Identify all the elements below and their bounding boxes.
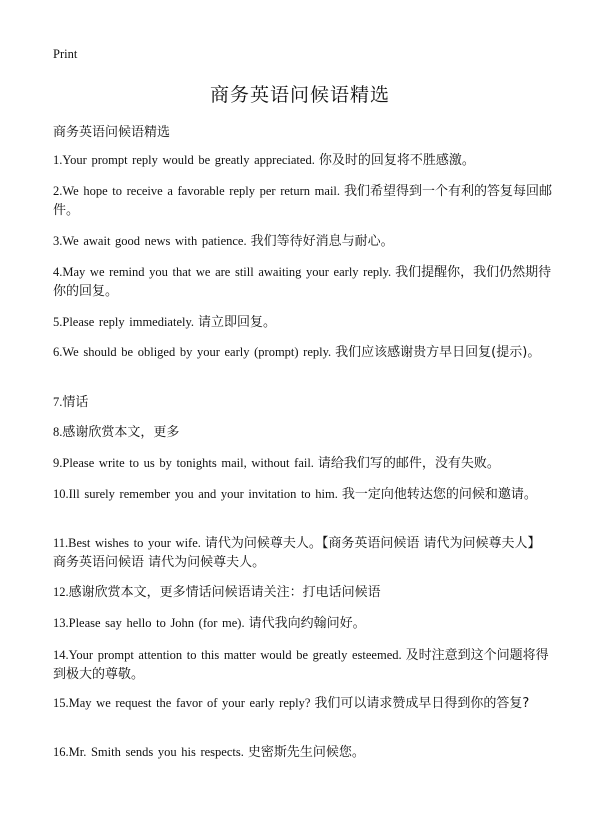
chinese-translation: 请代我向约翰问好。 [248,616,366,631]
list-item [53,614,553,633]
list-item [53,423,553,442]
english-phrase: 2.We hope to receive a favorable reply per return mail. [53,184,341,198]
list-item [53,485,553,504]
chinese-translation: 我们可以请求赞成早日得到你的答复? [314,696,530,711]
english-phrase: 1.Your prompt reply would be greatly appreciated. [53,153,315,167]
print-link[interactable]: Print [53,47,78,61]
english-phrase: 11.Best wishes to your wife. [53,536,201,550]
english-phrase: 14.Your prompt attention to this matter would be greatly esteemed. [53,648,402,662]
list-item [53,646,553,684]
english-phrase: 8. [53,425,63,439]
chinese-translation: 我们希望得到一个有利的答复每回邮件。 [53,184,553,218]
page-title: 商务英语问候语精选 [209,84,390,106]
english-phrase: 3.We await good news with patience. [53,234,247,248]
document-subtitle: 商务英语问候语精选 [53,125,171,140]
chinese-translation: 我们应该感谢贵方早日回复(提示)。 [335,345,541,360]
list-item [53,182,553,220]
list-item [53,454,553,473]
chinese-translation: 请立即回复。 [198,315,277,330]
english-phrase: 16.Mr. Smith sends you his respects. [53,745,244,759]
english-phrase: 7. [53,395,63,409]
list-item [53,263,553,301]
chinese-translation: 你及时的回复将不胜感激。 [318,153,475,168]
list-item [53,393,553,412]
chinese-translation: 及时注意到这个问题将得到极大的尊敬。 [53,648,549,682]
english-phrase: 12. [53,585,69,599]
list-item [53,232,553,251]
english-phrase: 6.We should be obliged by your early (prompt) reply. [53,345,332,359]
english-phrase: 13.Please say hello to John (for me). [53,616,245,630]
list-item [53,743,553,762]
english-phrase: 10.Ill surely remember you and your invitation to him. [53,487,338,501]
chinese-translation: 请给我们写的邮件，没有失败。 [317,456,500,471]
english-phrase: 5.Please reply immediately. [53,315,195,329]
chinese-translation: 感谢欣赏本文，更多情话问候语请关注：打电话问候语 [68,585,381,600]
list-item [53,151,553,170]
chinese-translation: 史密斯先生问候您。 [247,745,365,760]
chinese-translation: 情话 [62,395,89,410]
chinese-translation: 我们提醒你，我们仍然期待你的回复。 [53,265,552,299]
list-item [53,694,553,713]
chinese-translation: 感谢欣赏本文，更多 [62,425,180,440]
list-item [53,534,553,572]
chinese-translation: 我一定向他转达您的问候和邀请。 [341,487,537,502]
list-item [53,343,553,362]
english-phrase: 9.Please write to us by tonights mail, without fail. [53,456,314,470]
english-phrase: 15.May we request the favor of your early reply? [53,696,311,710]
chinese-translation: 请代为问候尊夫人。【商务英语问候语 请代为问候尊夫人】商务英语问候语 请代为问候尊夫人。 [53,536,541,570]
list-item [53,313,553,332]
english-phrase: 4.May we remind you that we are still awaiting your early reply. [53,265,392,279]
list-item [53,583,553,602]
chinese-translation: 我们等待好消息与耐心。 [250,234,394,249]
